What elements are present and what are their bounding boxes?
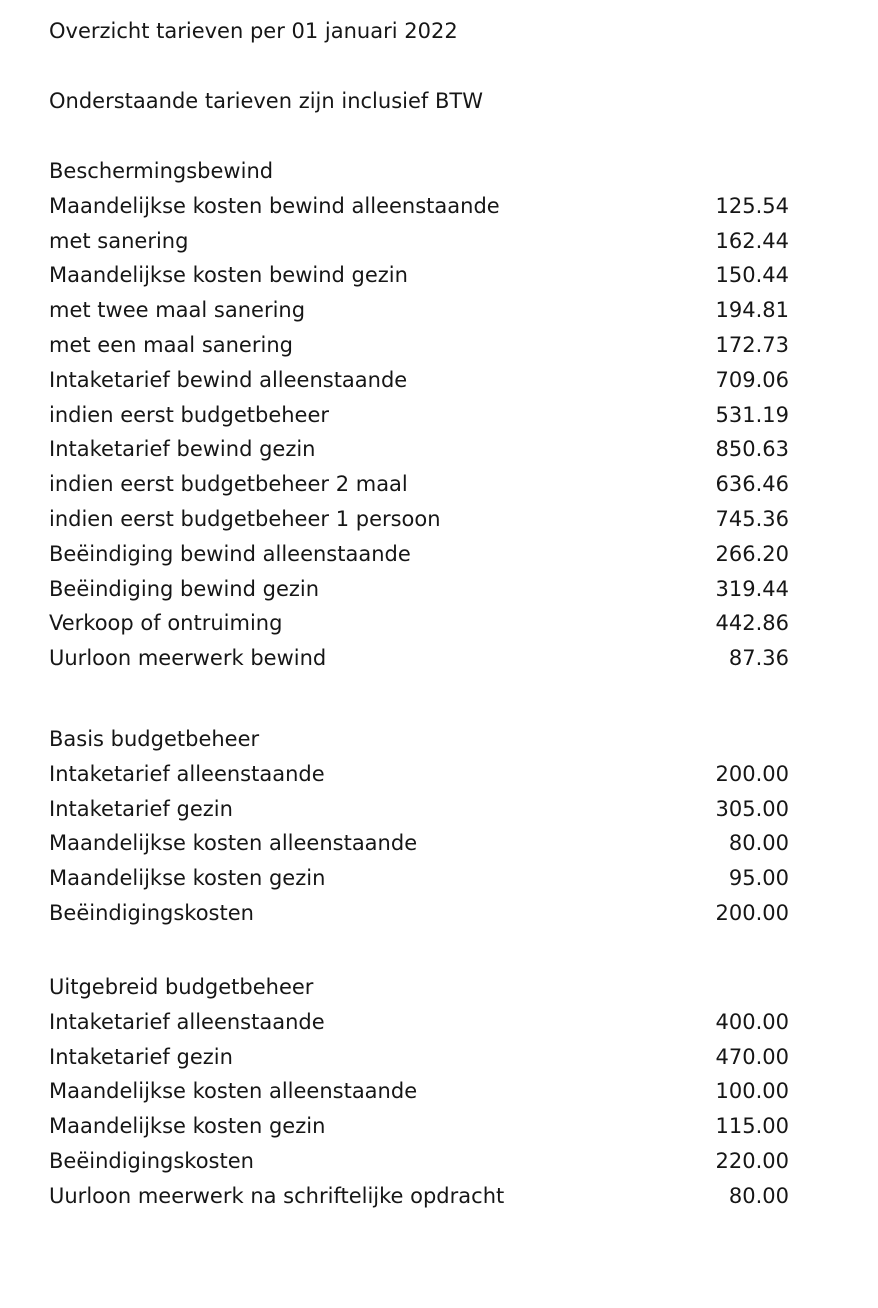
section-heading: Beschermingsbewind	[49, 159, 274, 183]
rate-label: Beëindiging bewind alleenstaande	[49, 541, 411, 566]
rate-label: Beëindiging bewind gezin	[49, 576, 320, 601]
rate-label: indien eerst budgetbeheer 1 persoon	[49, 506, 441, 531]
rate-amount: 80.00	[728, 831, 789, 856]
rate-row	[49, 606, 789, 641]
section-heading: Uitgebreid budgetbeheer	[49, 975, 314, 999]
rate-amount: 200.00	[715, 761, 789, 786]
rate-label: met sanering	[49, 228, 189, 253]
rate-amount: 115.00	[715, 1114, 789, 1139]
rate-label: Verkoop of ontruiming	[49, 611, 283, 636]
rate-row	[49, 1074, 789, 1109]
rate-label: Beëindigingskosten	[49, 1148, 254, 1173]
rate-label: Maandelijkse kosten bewind gezin	[49, 263, 408, 288]
section-beschermingsbewind	[49, 154, 789, 676]
rate-amount: 80.00	[728, 1183, 789, 1208]
rate-row	[49, 896, 789, 931]
rate-row	[49, 328, 789, 363]
rate-row	[49, 1109, 789, 1144]
rate-amount: 220.00	[715, 1148, 789, 1173]
rate-amount: 162.44	[715, 228, 789, 253]
rate-label: Maandelijkse kosten alleenstaande	[49, 1079, 418, 1104]
section-uitgebreid-budgetbeheer	[49, 970, 789, 1214]
rate-row	[49, 537, 789, 572]
rate-row	[49, 1040, 789, 1075]
rate-amount: 194.81	[715, 298, 789, 323]
rate-row	[49, 502, 789, 537]
rate-label: met twee maal sanering	[49, 298, 306, 323]
rate-label: Maandelijkse kosten gezin	[49, 866, 326, 891]
rate-amount: 709.06	[715, 367, 789, 392]
rate-label: met een maal sanering	[49, 332, 293, 357]
rate-amount: 125.54	[715, 193, 789, 218]
rate-row	[49, 1144, 789, 1179]
rate-row	[49, 224, 789, 259]
rate-row	[49, 792, 789, 827]
section-basis-budgetbeheer	[49, 722, 789, 931]
rate-amount: 745.36	[715, 506, 789, 531]
rate-row	[49, 293, 789, 328]
rate-label: Maandelijkse kosten alleenstaande	[49, 831, 418, 856]
rate-row	[49, 467, 789, 502]
rate-label: Intaketarief bewind gezin	[49, 437, 316, 462]
rate-label: Uurloon meerwerk bewind	[49, 646, 327, 671]
document-title: Overzicht tarieven per 01 januari 2022	[49, 19, 458, 43]
rate-label: Intaketarief alleenstaande	[49, 761, 325, 786]
rate-row	[49, 1179, 789, 1214]
rate-amount: 400.00	[715, 1009, 789, 1034]
rate-label: indien eerst budgetbeheer 2 maal	[49, 472, 408, 497]
rate-row	[49, 258, 789, 293]
rate-amount: 172.73	[715, 332, 789, 357]
rate-row	[49, 641, 789, 676]
rate-row	[49, 189, 789, 224]
rate-row	[49, 826, 789, 861]
rate-label: Intaketarief alleenstaande	[49, 1009, 325, 1034]
rate-row	[49, 572, 789, 607]
vat-note: Onderstaande tarieven zijn inclusief BTW	[49, 89, 483, 113]
rate-amount: 87.36	[728, 646, 789, 671]
rate-label: Beëindigingskosten	[49, 900, 254, 925]
rate-amount: 319.44	[715, 576, 789, 601]
rate-amount: 305.00	[715, 796, 789, 821]
rate-amount: 470.00	[715, 1044, 789, 1069]
rate-row	[49, 398, 789, 433]
rate-row	[49, 1005, 789, 1040]
rate-label: Intaketarief bewind alleenstaande	[49, 367, 408, 392]
section-heading: Basis budgetbeheer	[49, 727, 260, 751]
rate-amount: 266.20	[715, 541, 789, 566]
rate-row	[49, 861, 789, 896]
rate-row	[49, 363, 789, 398]
rate-amount: 636.46	[715, 472, 789, 497]
rate-label: Maandelijkse kosten gezin	[49, 1114, 326, 1139]
rate-label: Intaketarief gezin	[49, 1044, 233, 1069]
rate-label: Intaketarief gezin	[49, 796, 233, 821]
rate-amount: 850.63	[715, 437, 789, 462]
rate-amount: 100.00	[715, 1079, 789, 1104]
rate-amount: 531.19	[715, 402, 789, 427]
rate-amount: 95.00	[728, 866, 789, 891]
rate-row	[49, 432, 789, 467]
rate-label: Uurloon meerwerk na schriftelijke opdracht	[49, 1183, 505, 1208]
rate-label: Maandelijkse kosten bewind alleenstaande	[49, 193, 500, 218]
rate-label: indien eerst budgetbeheer	[49, 402, 330, 427]
rate-row	[49, 757, 789, 792]
rate-amount: 442.86	[715, 611, 789, 636]
rate-amount: 200.00	[715, 900, 789, 925]
rate-amount: 150.44	[715, 263, 789, 288]
